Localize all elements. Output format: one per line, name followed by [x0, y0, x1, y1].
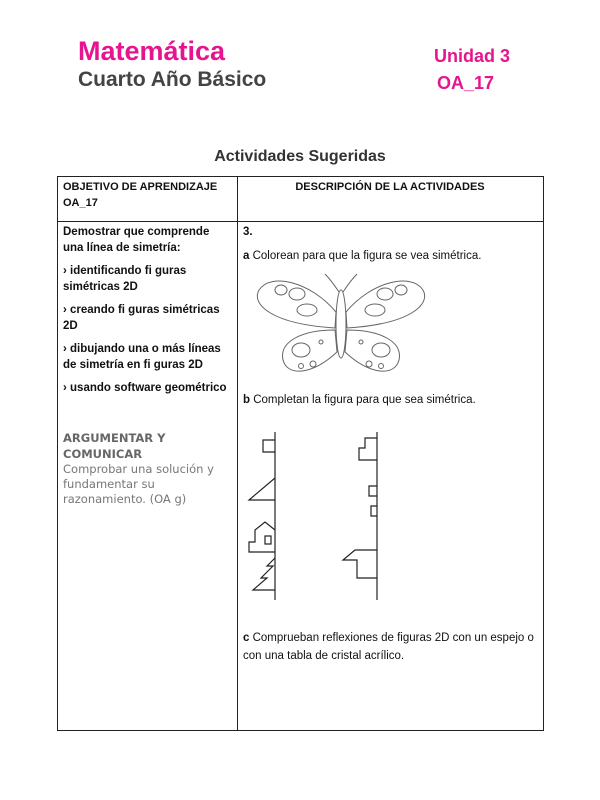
objective-intro: Demostrar que comprende una línea de simetría: [63, 226, 210, 254]
section-title: Actividades Sugeridas [214, 148, 386, 165]
objective-bullet: › identificando fi guras simétricas 2D [63, 265, 187, 293]
objective-list [63, 224, 231, 396]
activity-c [243, 629, 537, 665]
activities-header: DESCRIPCIÓN DE LA ACTIVIDADES [238, 177, 544, 222]
unit-label: Unidad 3 [434, 46, 511, 66]
table-header-row [58, 177, 544, 222]
activities-table [57, 176, 544, 731]
activity-a-text: Colorean para que la figura se vea simétrica. [249, 250, 482, 262]
skill-title: ARGUMENTAR Y COMUNICAR [63, 431, 166, 461]
objective-cell [58, 222, 238, 731]
butterfly-illustration [251, 272, 431, 382]
activity-c-letter: c [243, 632, 250, 644]
objective-header: OBJETIVO DE APRENDIZAJE OA_17 [58, 177, 238, 222]
activity-b [243, 392, 537, 408]
activity-b-text: Completan la figura para que sea simétrica. [250, 394, 476, 406]
grade-title: Cuarto Año Básico [78, 68, 267, 91]
activities-cell [238, 222, 544, 731]
subject-title: Matemática [78, 36, 226, 66]
activity-a-letter: a [243, 250, 250, 262]
skill-box [63, 430, 231, 507]
activity-b-letter: b [243, 394, 251, 406]
symmetry-figures-illustration [243, 430, 393, 605]
activity-number: 3. [243, 226, 253, 238]
oa-label: OA_17 [437, 73, 495, 93]
table-body-row [58, 222, 544, 731]
activity-c-text: Comprueban reflexiones de figuras 2D con un espejo o con una tabla de cristal acrílico. [243, 632, 534, 662]
objective-bullet: › usando software geométrico [63, 382, 227, 394]
skill-text: Comprobar una solución y fundamentar su razonamiento. (OA g) [63, 462, 214, 506]
objective-bullet: › creando fi guras simétricas 2D [63, 304, 220, 332]
objective-bullet: › dibujando una o más líneas de simetría en fi guras 2D [63, 343, 221, 371]
activity-a [243, 248, 537, 264]
